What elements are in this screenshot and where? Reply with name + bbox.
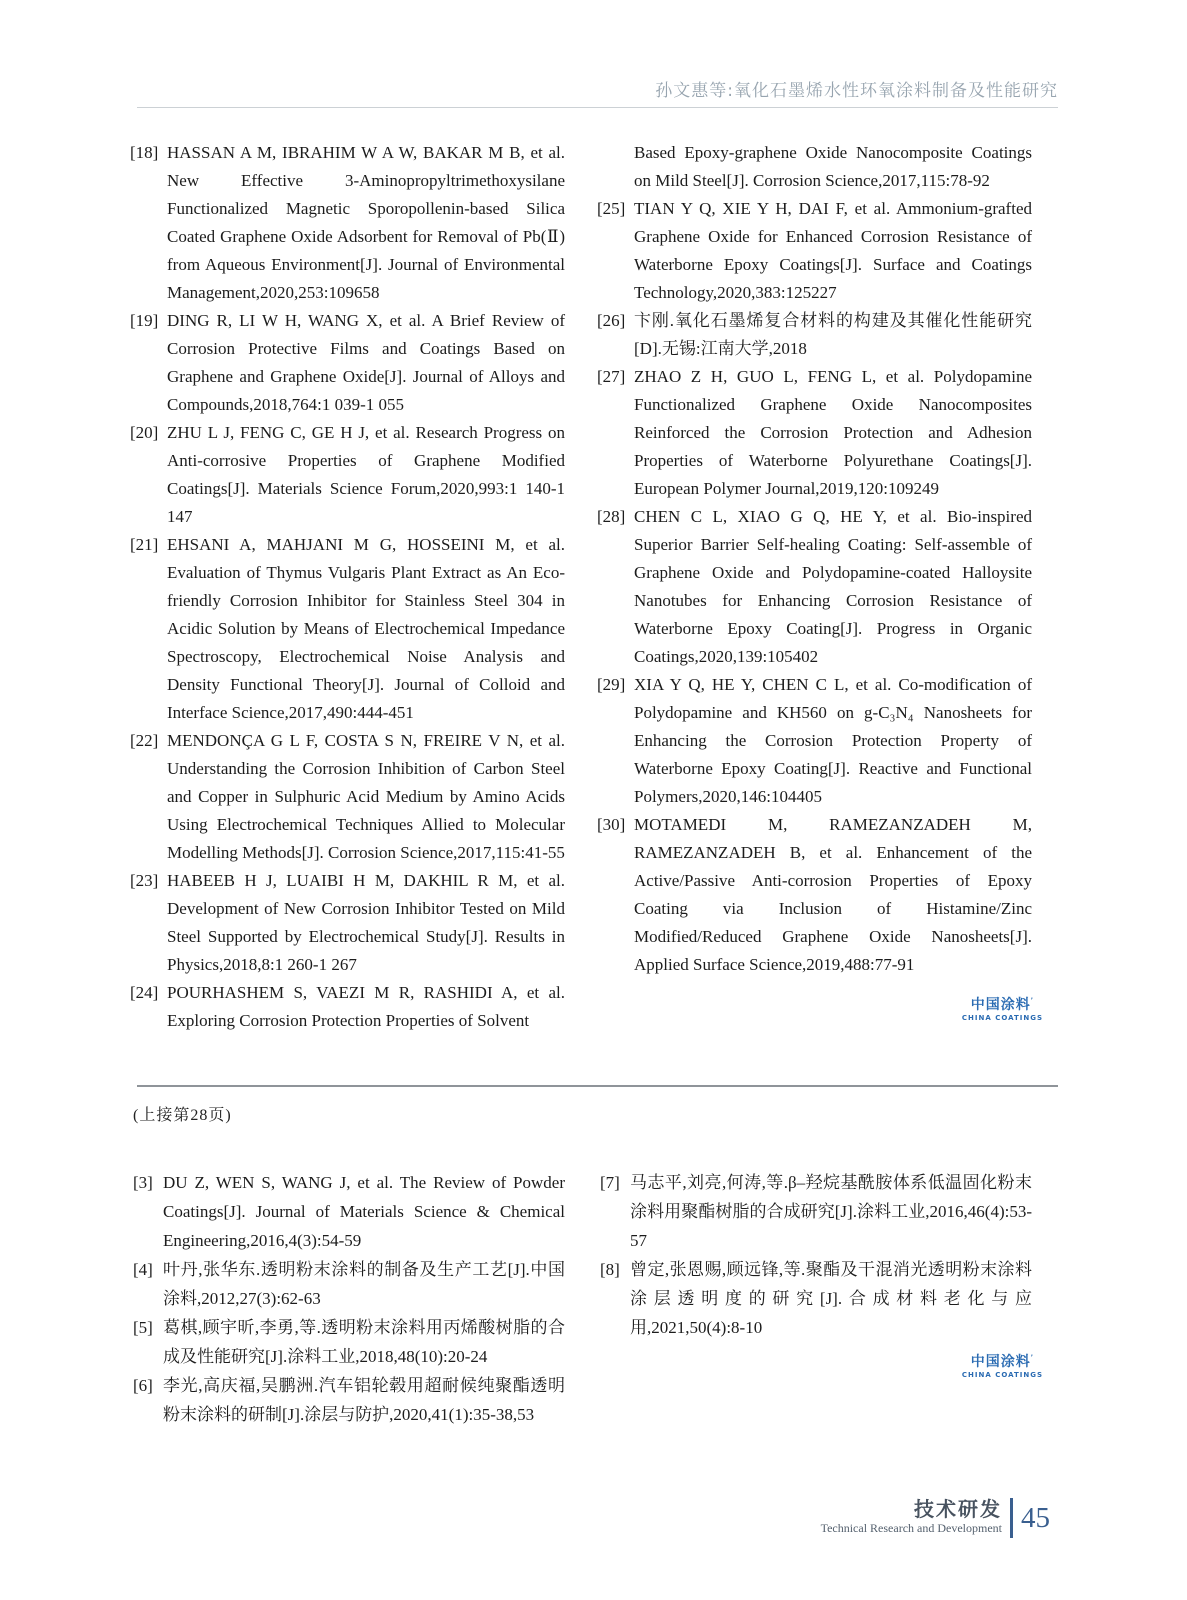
footer-section-cn: 技术研发 (914, 1497, 1002, 1521)
reference-text: HABEEB H J, LUAIBI H M, DAKHIL R M, et al. Development of New Corrosion Inhibitor Tested on Mild Steel Supported by Electrochemical Study[J]. Results in Physics,2018,8:1 260-1 267 (167, 871, 565, 974)
reference-text: 叶丹,张华东.透明粉末涂料的制备及生产工艺[J].中国涂料,2012,27(3):62-63 (163, 1260, 565, 1308)
reference-item (133, 1168, 565, 1255)
reference-number: [22] (130, 731, 159, 750)
reference-number: [8] (600, 1260, 620, 1279)
footer-accent-bar (1010, 1498, 1013, 1538)
reference-item (597, 195, 1032, 307)
reference-item (600, 1255, 1032, 1342)
reference-text: CHEN C L, XIAO G Q, HE Y, et al. Bio-inspired Superior Barrier Self-healing Coating: Self-assemble of Graphene Oxide and Polydopamine-coated Halloysite Nanotubes for Enhancing Corrosion Resistance of Waterborne Epoxy Coating[J]. Progress in Organic Coatings,2020,139:105402 (634, 507, 1032, 666)
reference-item (597, 671, 1032, 811)
reference-item (130, 979, 565, 1035)
reference-item-continuation (597, 139, 1032, 195)
reference-number: [21] (130, 535, 159, 554)
reference-text: TIAN Y Q, XIE Y H, DAI F, et al. Ammonium-grafted Graphene Oxide for Enhanced Corrosion Resistance of Waterborne Epoxy Coatings[J]. Surface and Coatings Technology,2020,383:125227 (634, 199, 1032, 302)
reference-number: [18] (130, 143, 159, 162)
reference-text: XIA Y Q, HE Y, CHEN C L, et al. Co-modification of Polydopamine and KH560 on g-C₃N₄ Nanosheets for Enhancing the Corrosion Protection Property of Waterborne Epoxy Coating[J]. Reactive and Functional Polymers,2020,146:104405 (634, 675, 1032, 806)
references-section-top (130, 139, 1035, 1035)
logo-text-cn: 中国涂料 (970, 1354, 1031, 1370)
reference-text: DING R, LI W H, WANG X, et al. A Brief Review of Corrosion Protective Films and Coatings Based on Graphene and Graphene Oxide[J]. Journal of Alloys and Compounds,2018,764:1 039-1 055 (167, 311, 565, 414)
reference-number: [25] (597, 199, 626, 218)
reference-item (597, 811, 1032, 979)
reference-item (130, 419, 565, 531)
reference-number: [3] (133, 1173, 153, 1192)
reference-text: ZHAO Z H, GUO L, FENG L, et al. Polydopamine Functionalized Graphene Oxide Nanocomposites Reinforced the Corrosion Protection and Adhesion Properties of Waterborne Polyurethane Coatings[J]. European Polymer Journal,2019,120:109249 (634, 367, 1032, 498)
reference-text: MOTAMEDI M, RAMEZANZADEH M, RAMEZANZADEH B, et al. Enhancement of the Active/Passive Anti-corrosion Properties of Epoxy Coating via Inclusion of Histamine/Zinc Modified/Reduced Graphene Oxide Nanosheets[J]. Applied Surface Science,2019,488:77-91 (634, 815, 1032, 974)
reference-text: DU Z, WEN S, WANG J, et al. The Review of Powder Coatings[J]. Journal of Materials Science & Chemical Engineering,2016,4(3):54-59 (163, 1173, 565, 1250)
logo-text-en: CHINA COATINGS (961, 1014, 1043, 1023)
continuation-note: (上接第28页) (133, 1107, 232, 1124)
reference-text: 卞刚.氧化石墨烯复合材料的构建及其催化性能研究[D].无锡:江南大学,2018 (634, 311, 1032, 358)
reference-item (130, 307, 565, 419)
reference-number: [27] (597, 367, 626, 386)
reference-item (133, 1371, 565, 1429)
reference-item (597, 307, 1032, 363)
reference-number: [28] (597, 507, 626, 526)
reference-item (130, 531, 565, 727)
references-column-left (133, 1168, 565, 1429)
china-coatings-logo (962, 1355, 1043, 1380)
reference-number: [23] (130, 871, 159, 890)
reference-text: 葛棋,顾宇昕,李勇,等.透明粉末涂料用丙烯酸树脂的合成及性能研究[J].涂料工业,2018,48(10):20-24 (163, 1318, 565, 1366)
reference-number: [30] (597, 815, 626, 834)
references-section-bottom (133, 1168, 1035, 1429)
reference-number: [26] (597, 311, 626, 330)
logo-text-en: CHINA COATINGS (961, 1371, 1043, 1380)
references-column-right (597, 139, 1035, 1035)
reference-text: POURHASHEM S, VAEZI M R, RASHIDI A, et al. Exploring Corrosion Protection Properties of Solvent (167, 983, 565, 1030)
reference-text: HASSAN A M, IBRAHIM W A W, BAKAR M B, et al. New Effective 3-Aminopropyltrimethoxysilane Functionalized Magnetic Sporopollenin-based Silica Coated Graphene Oxide Adsorbent for Removal of Pb(Ⅱ) from Aqueous Environment[J]. Journal of Environmental Management,2020,253:109658 (167, 143, 565, 302)
header-rule (137, 107, 1058, 108)
reference-item (600, 1168, 1032, 1255)
reference-number: [7] (600, 1173, 620, 1192)
footer-section-en: Technical Research and Development (820, 1521, 1002, 1535)
references-column-left (130, 139, 565, 1035)
reference-text: 曾定,张恩赐,顾远锋,等.聚酯及干混消光透明粉末涂料涂层透明度的研究[J].合成材料老化与应用,2021,50(4):8-10 (630, 1260, 1032, 1337)
reference-item (130, 727, 565, 867)
logo-trademark-icon: ’ (1030, 997, 1035, 1004)
reference-text: 李光,高庆福,吴鹏洲.汽车铝轮毂用超耐候纯聚酯透明粉末涂料的研制[J].涂层与防护,2020,41(1):35-38,53 (163, 1376, 565, 1424)
reference-text: ZHU L J, FENG C, GE H J, et al. Research Progress on Anti-corrosive Properties of Graphene Modified Coatings[J]. Materials Science Forum,2020,993:1 140-1 147 (167, 423, 565, 526)
footer-section-title (821, 1498, 1010, 1538)
reference-text: Based Epoxy-graphene Oxide Nanocomposite Coatings on Mild Steel[J]. Corrosion Science,2017,115:78-92 (634, 143, 1032, 190)
reference-number: [5] (133, 1318, 153, 1337)
reference-text: 马志平,刘亮,何涛,等.β–羟烷基酰胺体系低温固化粉末涂料用聚酯树脂的合成研究[J].涂料工业,2016,46(4):53-57 (630, 1173, 1032, 1250)
running-title: 孙文惠等:氧化石墨烯水性环氧涂料制备及性能研究 (655, 81, 1058, 101)
reference-item (597, 363, 1032, 503)
page-number: 45 (1021, 1502, 1050, 1534)
page-footer (821, 1498, 1050, 1538)
logo-text-cn: 中国涂料 (970, 997, 1031, 1013)
reference-item (597, 503, 1032, 671)
reference-item (133, 1255, 565, 1313)
reference-number: [24] (130, 983, 159, 1002)
reference-number: [19] (130, 311, 159, 330)
reference-number: [29] (597, 675, 626, 694)
section-divider (137, 1085, 1058, 1087)
reference-text: EHSANI A, MAHJANI M G, HOSSEINI M, et al. Evaluation of Thymus Vulgaris Plant Extract as An Eco-friendly Corrosion Inhibitor for Stainless Steel 304 in Acidic Solution by Means of Electrochemical Impedance Spectroscopy, Electrochemical Noise Analysis and Density Functional Theory[J]. Journal of Colloid and Interface Science,2017,490:444-451 (167, 535, 565, 722)
reference-number: [6] (133, 1376, 153, 1395)
reference-item (130, 139, 565, 307)
china-coatings-logo (962, 998, 1043, 1023)
reference-number: [20] (130, 423, 159, 442)
references-column-right (600, 1168, 1035, 1429)
reference-text: MENDONÇA G L F, COSTA S N, FREIRE V N, et al. Understanding the Corrosion Inhibition of Carbon Steel and Copper in Sulphuric Acid Medium by Amino Acids Using Electrochemical Techniques Allied to Molecular Modelling Methods[J]. Corrosion Science,2017,115:41-55 (167, 731, 565, 862)
reference-item (130, 867, 565, 979)
reference-number: [4] (133, 1260, 153, 1279)
reference-item (133, 1313, 565, 1371)
logo-trademark-icon: ’ (1030, 1354, 1035, 1361)
